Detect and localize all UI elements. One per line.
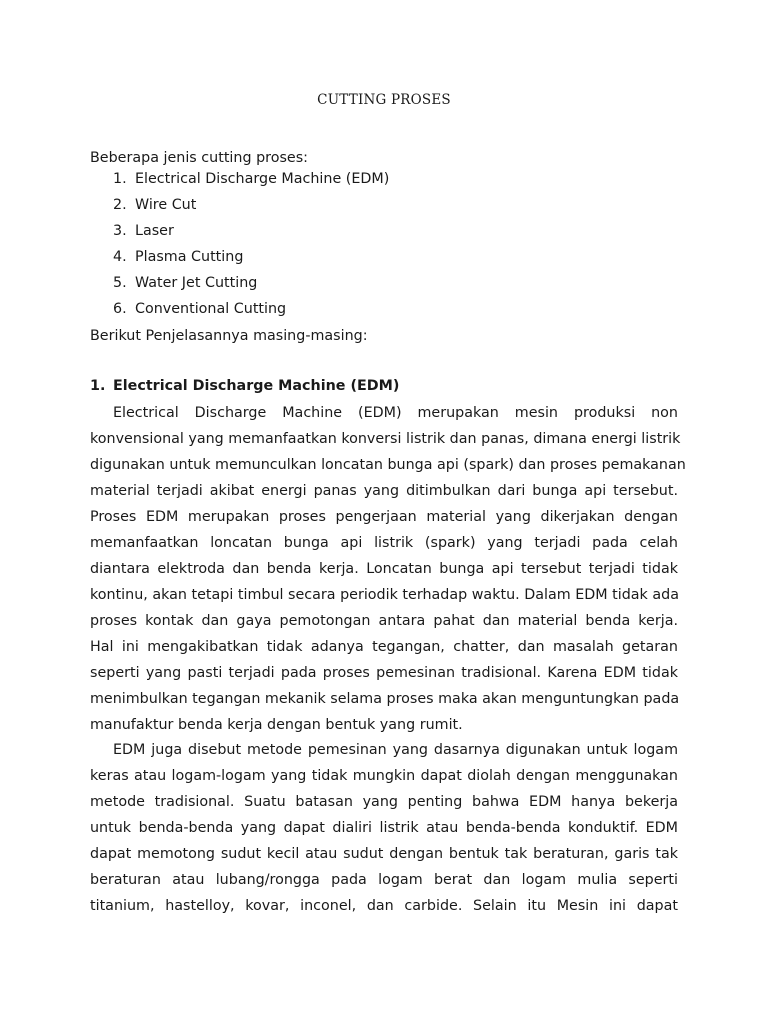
paragraph-line: keras atau logam-logam yang tidak mungkin dapat diolah dengan menggunakan: [90, 768, 678, 784]
list-item-text: Electrical Discharge Machine (EDM): [135, 171, 390, 187]
paragraph-line: digunakan untuk memunculkan loncatan bunga api (spark) dan proses pemakanan: [90, 457, 686, 473]
paragraph-line: seperti yang pasti terjadi pada proses pemesinan tradisional. Karena EDM tidak: [90, 665, 678, 681]
list-item-number: 1.: [113, 171, 127, 187]
cutting-process-list: [113, 166, 389, 322]
list-item-text: Wire Cut: [135, 197, 197, 213]
paragraph-line: dapat memotong sudut kecil atau sudut dengan bentuk tak beraturan, garis tak: [90, 846, 678, 862]
list-item: [113, 192, 389, 218]
paragraph-line: Hal ini mengakibatkan tidak adanya tegangan, chatter, dan masalah getaran: [90, 639, 678, 655]
paragraph-line: proses kontak dan gaya pemotongan antara pahat dan material benda kerja.: [90, 613, 678, 629]
intro-text: Beberapa jenis cutting proses:: [90, 150, 308, 166]
list-item-number: 4.: [113, 249, 127, 265]
document-title: CUTTING PROSES: [317, 92, 451, 108]
paragraph-line: diantara elektroda dan benda kerja. Loncatan bunga api tersebut terjadi tidak: [90, 561, 678, 577]
paragraph-line: titanium, hastelloy, kovar, inconel, dan carbide. Selain itu Mesin ini dapat: [90, 898, 678, 914]
paragraph-line: manufaktur benda kerja dengan bentuk yang rumit.: [90, 717, 463, 733]
paragraph-line: beraturan atau lubang/rongga pada logam berat dan logam mulia seperti: [90, 872, 678, 888]
list-item-text: Conventional Cutting: [135, 301, 287, 317]
paragraph-line: konvensional yang memanfaatkan konversi listrik dan panas, dimana energi listrik: [90, 431, 681, 447]
list-item-number: 5.: [113, 275, 127, 291]
list-item-text: Plasma Cutting: [135, 249, 244, 265]
section-title: Electrical Discharge Machine (EDM): [113, 378, 400, 394]
list-item-number: 6.: [113, 301, 127, 317]
list-item-number: 3.: [113, 223, 127, 239]
paragraph-line: Proses EDM merupakan proses pengerjaan material yang dikerjakan dengan: [90, 509, 678, 525]
paragraph-line: kontinu, akan tetapi timbul secara periodik terhadap waktu. Dalam EDM tidak ada: [90, 587, 679, 603]
outro-text: Berikut Penjelasannya masing-masing:: [90, 328, 368, 344]
list-item: [113, 218, 389, 244]
paragraph-line: metode tradisional. Suatu batasan yang penting bahwa EDM hanya bekerja: [90, 794, 678, 810]
paragraph-line: untuk benda-benda yang dapat dialiri listrik atau benda-benda konduktif. EDM: [90, 820, 678, 836]
list-item-text: Laser: [135, 223, 174, 239]
list-item-number: 2.: [113, 197, 127, 213]
paragraph-line: Electrical Discharge Machine (EDM) merupakan mesin produksi non: [113, 405, 678, 421]
section-number: 1.: [90, 378, 106, 394]
paragraph-line: menimbulkan tegangan mekanik selama proses maka akan menguntungkan pada: [90, 691, 680, 707]
paragraph-edm-applications: [90, 737, 678, 919]
paragraph-line: material terjadi akibat energi panas yang ditimbulkan dari bunga api tersebut.: [90, 483, 678, 499]
list-item: [113, 270, 389, 296]
list-item: [113, 296, 389, 322]
paragraph-edm-definition: [90, 400, 686, 738]
list-item-text: Water Jet Cutting: [135, 275, 258, 291]
paragraph-line: EDM juga disebut metode pemesinan yang dasarnya digunakan untuk logam: [113, 742, 678, 758]
list-item: [113, 244, 389, 270]
paragraph-line: memanfaatkan loncatan bunga api listrik (spark) yang terjadi pada celah: [90, 535, 678, 551]
section-heading: [90, 373, 399, 399]
list-item: [113, 166, 389, 192]
